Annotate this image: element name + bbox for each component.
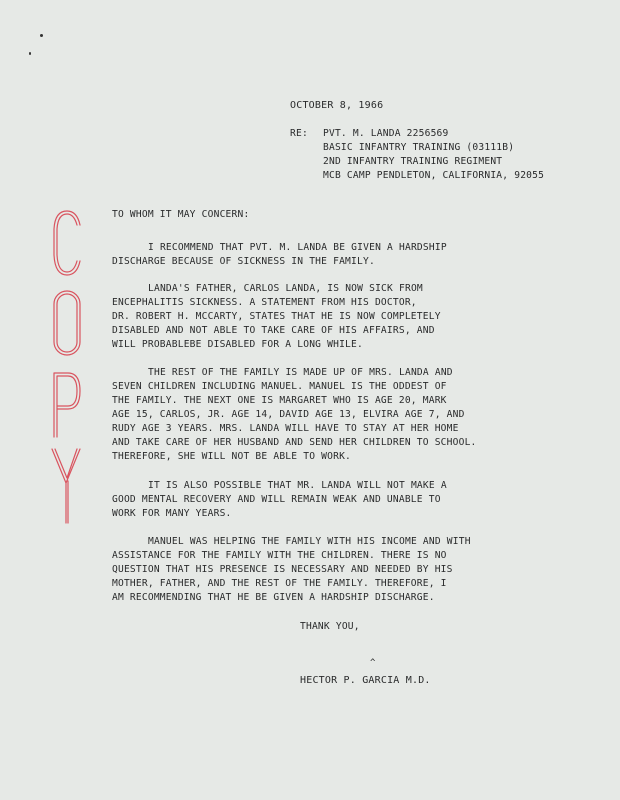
paragraph-line: THE FAMILY. THE NEXT ONE IS MARGARET WHO IS AGE 20, MARK bbox=[112, 395, 447, 406]
signature-name: HECTOR P. GARCIA M.D. bbox=[300, 675, 431, 686]
paragraph-line: DR. ROBERT H. MCCARTY, STATES THAT HE IS NOW COMPLETELY bbox=[112, 311, 441, 322]
paragraph-line: LANDA'S FATHER, CARLOS LANDA, IS NOW SICK FROM bbox=[148, 283, 423, 294]
paragraph-line: I RECOMMEND THAT PVT. M. LANDA BE GIVEN A HARDSHIP bbox=[148, 242, 447, 253]
paragraph-line: AGE 15, CARLOS, JR. AGE 14, DAVID AGE 13, ELVIRA AGE 7, AND bbox=[112, 409, 465, 420]
paragraph-line: WILL PROBABLEBE DISABLED FOR A LONG WHILE. bbox=[112, 339, 363, 350]
paragraph-line: SEVEN CHILDREN INCLUDING MANUEL. MANUEL IS THE ODDEST OF bbox=[112, 381, 447, 392]
letter-date: OCTOBER 8, 1966 bbox=[290, 100, 384, 111]
reference-line: BASIC INFANTRY TRAINING (03111B) bbox=[323, 142, 515, 153]
stamp-letter-o-inner bbox=[57, 294, 77, 352]
salutation: TO WHOM IT MAY CONCERN: bbox=[112, 209, 250, 220]
copy-stamp bbox=[46, 205, 90, 535]
stamp-letter-c-inner bbox=[57, 214, 77, 272]
paper-speck bbox=[29, 52, 31, 55]
paragraph-line: IT IS ALSO POSSIBLE THAT MR. LANDA WILL NOT MAKE A bbox=[148, 480, 447, 491]
paragraph-line: QUESTION THAT HIS PRESENCE IS NECESSARY AND NEEDED BY HIS bbox=[112, 564, 453, 575]
handwritten-caret: ^ bbox=[370, 658, 376, 668]
reference-line: 2ND INFANTRY TRAINING REGIMENT bbox=[323, 156, 503, 167]
paragraph-line: AND TAKE CARE OF HER HUSBAND AND SEND HER CHILDREN TO SCHOOL. bbox=[112, 437, 477, 448]
paragraph-line: MANUEL WAS HELPING THE FAMILY WITH HIS INCOME AND WITH bbox=[148, 536, 471, 547]
paragraph-line: ASSISTANCE FOR THE FAMILY WITH THE CHILDREN. THERE IS NO bbox=[112, 550, 447, 561]
paragraph-line: THEREFORE, SHE WILL NOT BE ABLE TO WORK. bbox=[112, 451, 352, 462]
stamp-letter-y bbox=[52, 449, 80, 523]
reference-line: PVT. M. LANDA 2256569 bbox=[323, 128, 449, 139]
paper-speck bbox=[40, 34, 43, 37]
paragraph-line: GOOD MENTAL RECOVERY AND WILL REMAIN WEAK AND UNABLE TO bbox=[112, 494, 441, 505]
reference-line: MCB CAMP PENDLETON, CALIFORNIA, 92055 bbox=[323, 170, 545, 181]
paragraph-line: WORK FOR MANY YEARS. bbox=[112, 508, 232, 519]
paragraph-line: THE REST OF THE FAMILY IS MADE UP OF MRS. LANDA AND bbox=[148, 367, 453, 378]
closing: THANK YOU, bbox=[300, 621, 360, 632]
paragraph-line: AM RECOMMENDING THAT HE BE GIVEN A HARDSHIP DISCHARGE. bbox=[112, 592, 435, 603]
paragraph-line: MOTHER, FATHER, AND THE REST OF THE FAMILY. THEREFORE, I bbox=[112, 578, 447, 589]
reference-label: RE: bbox=[290, 128, 308, 139]
paragraph-line: ENCEPHALITIS SICKNESS. A STATEMENT FROM HIS DOCTOR, bbox=[112, 297, 417, 308]
stamp-letter-p-inner bbox=[57, 376, 77, 437]
paragraph-line: RUDY AGE 3 YEARS. MRS. LANDA WILL HAVE TO STAY AT HER HOME bbox=[112, 423, 459, 434]
paragraph-line: DISCHARGE BECAUSE OF SICKNESS IN THE FAMILY. bbox=[112, 256, 375, 267]
paragraph-line: DISABLED AND NOT ABLE TO TAKE CARE OF HIS AFFAIRS, AND bbox=[112, 325, 435, 336]
